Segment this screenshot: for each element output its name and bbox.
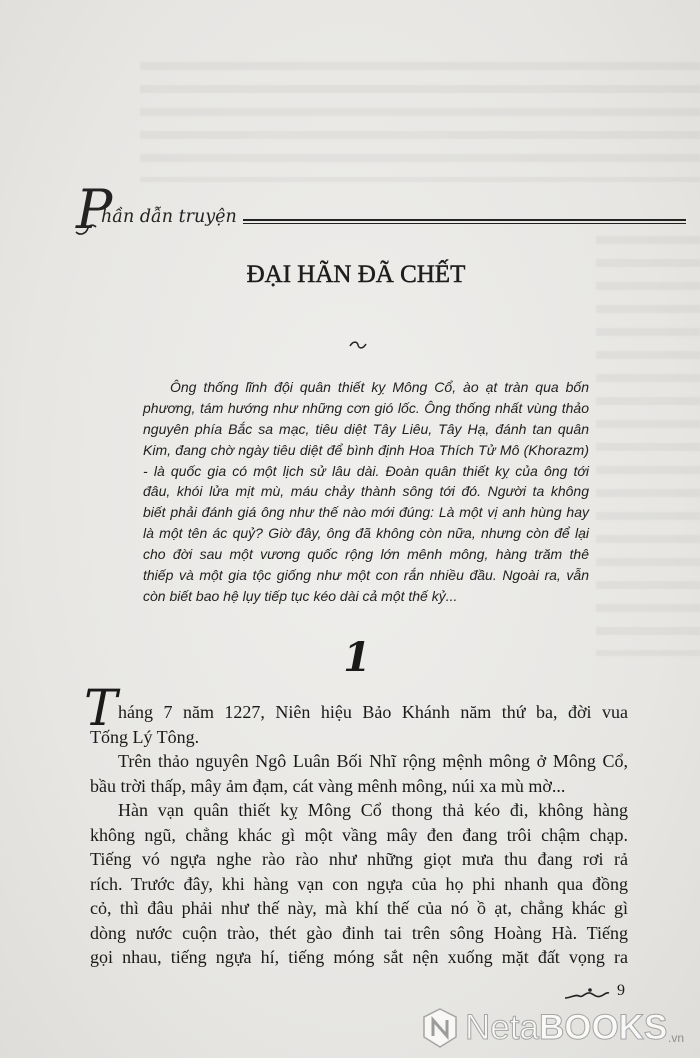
chapter-number: 1 <box>343 634 371 681</box>
intro-line-text: là một tên ác quỷ? Giờ đây, ông đã không còn nữa, nhưng còn để lại <box>143 525 589 542</box>
body-line-text: háng 7 năm 1227, Niên hiệu Bảo Khánh năm thứ ba, đời vua <box>118 702 628 722</box>
intro-line <box>143 377 589 398</box>
intro-line <box>143 586 589 607</box>
section-header-rule <box>243 219 686 224</box>
body-line-text: Hàn vạn quân thiết kỵ Mông Cổ thong thả kéo đi, không hàng <box>118 800 628 820</box>
body-line <box>90 872 628 897</box>
body-line-text: Tống Lý Tông. <box>90 726 200 747</box>
body-line <box>90 774 628 799</box>
body-line <box>90 700 628 725</box>
page-number: 9 <box>617 982 625 999</box>
body-line <box>90 896 628 921</box>
intro-line <box>143 502 589 523</box>
intro-line <box>143 440 589 461</box>
body-line-text: Tiếng vó ngựa nghe rào rào như những giọt mưa thu đang rơi rả <box>90 849 628 869</box>
intro-line <box>143 481 589 502</box>
body-line-text: rích. Trước đây, khi hàng vạn con ngựa của họ phi nhanh qua đồng <box>90 873 628 894</box>
watermark-brand-light: Neta <box>465 1008 539 1047</box>
intro-line-text: còn biết bao hệ lụy tiếp tục kéo dài cả một thế kỷ... <box>143 587 458 604</box>
intro-line <box>143 398 589 419</box>
intro-line-text: phương, tám hướng như những cơn gió lốc. Ông thống nhất vùng thảo <box>143 399 589 416</box>
body-line <box>90 921 628 946</box>
initial-swash-ornament <box>74 220 104 236</box>
body-line <box>90 823 628 848</box>
watermark-brand-bold: BOOKS <box>538 1008 668 1047</box>
intro-line <box>143 419 589 440</box>
body-line <box>90 798 628 823</box>
intro-line-text: Ông thống lĩnh đội quân thiết kỵ Mông Cổ, ào ạt tràn qua bốn <box>170 379 589 395</box>
show-through-texture-top <box>140 62 700 182</box>
intro-line-text: cho đời sau một vương quốc rộng lớn mênh mông, hàng trăm thê <box>143 546 589 563</box>
intro-summary <box>143 377 589 607</box>
body-line-text: dòng nước cuộn trào, thét gào đinh tai trên sông Hoàng Hà. Tiếng <box>90 922 628 943</box>
watermark-brand <box>465 1007 667 1049</box>
intro-line <box>143 544 589 565</box>
intro-line-text: - là quốc gia có một lịch sử lâu dài. Đoàn quân thiết kỵ của ông tới <box>143 462 589 479</box>
watermark-domain-suffix: .vn <box>668 1031 685 1045</box>
chapter-title: ĐẠI HÃN ĐÃ CHẾT <box>246 261 466 288</box>
intro-line <box>143 461 589 482</box>
intro-line-text: Kim, đang chờ ngày tiêu diệt để bình định Hoa Thích Tử Mô (Khorazm) <box>143 441 589 458</box>
intro-line-text: thiếp và một gia tộc giống như một con rắn nhiều đầu. Ngoài ra, vẫn <box>143 567 589 584</box>
body-line-text: bầu trời thấp, mây ảm đạm, cát vàng mênh mông, núi xa mù mờ... <box>90 775 566 796</box>
body-line <box>90 749 628 774</box>
section-header-initial: P <box>76 178 113 241</box>
page-number-ornament <box>563 984 613 1002</box>
section-header-text: hần dẫn truyện <box>101 207 237 227</box>
body-line-text: không ngũ, chẳng khác gì một vầng mây đen đang trôi chậm chạp. <box>90 824 628 845</box>
body-line <box>90 725 628 750</box>
title-ornament <box>348 339 368 351</box>
intro-line <box>143 523 589 544</box>
body-line <box>90 945 628 970</box>
intro-line <box>143 565 589 586</box>
body-line-text: cỏ, thì đâu phải như thế này, mà khí thế của nó ồ ạt, chẳng khác gì <box>90 898 628 918</box>
intro-line-text: đâu, khói lửa mịt mù, máu chảy thành sông tới đó. Người ta không <box>143 483 589 500</box>
body-line-text: gọi nhau, tiếng ngựa hí, tiếng móng sắt nện xuống mặt đất vọng ra <box>90 947 628 967</box>
intro-line-text: biết phải đánh giá ông như thế nào mới đúng: Là một vị anh hùng hay <box>143 504 589 521</box>
netabooks-logo-icon <box>418 1006 462 1050</box>
intro-line-text: nguyên phía Bắc sa mạc, tiêu diệt Tây Liêu, Tây Hạ, đánh tan quân <box>143 420 589 437</box>
chapter-body <box>84 679 628 970</box>
body-line <box>90 847 628 872</box>
drop-cap-letter: T <box>84 679 118 737</box>
body-line-text: Trên thảo nguyên Ngô Luân Bối Nhĩ rộng mệnh mông ở Mông Cổ, <box>118 751 628 771</box>
show-through-texture-right <box>596 236 700 656</box>
